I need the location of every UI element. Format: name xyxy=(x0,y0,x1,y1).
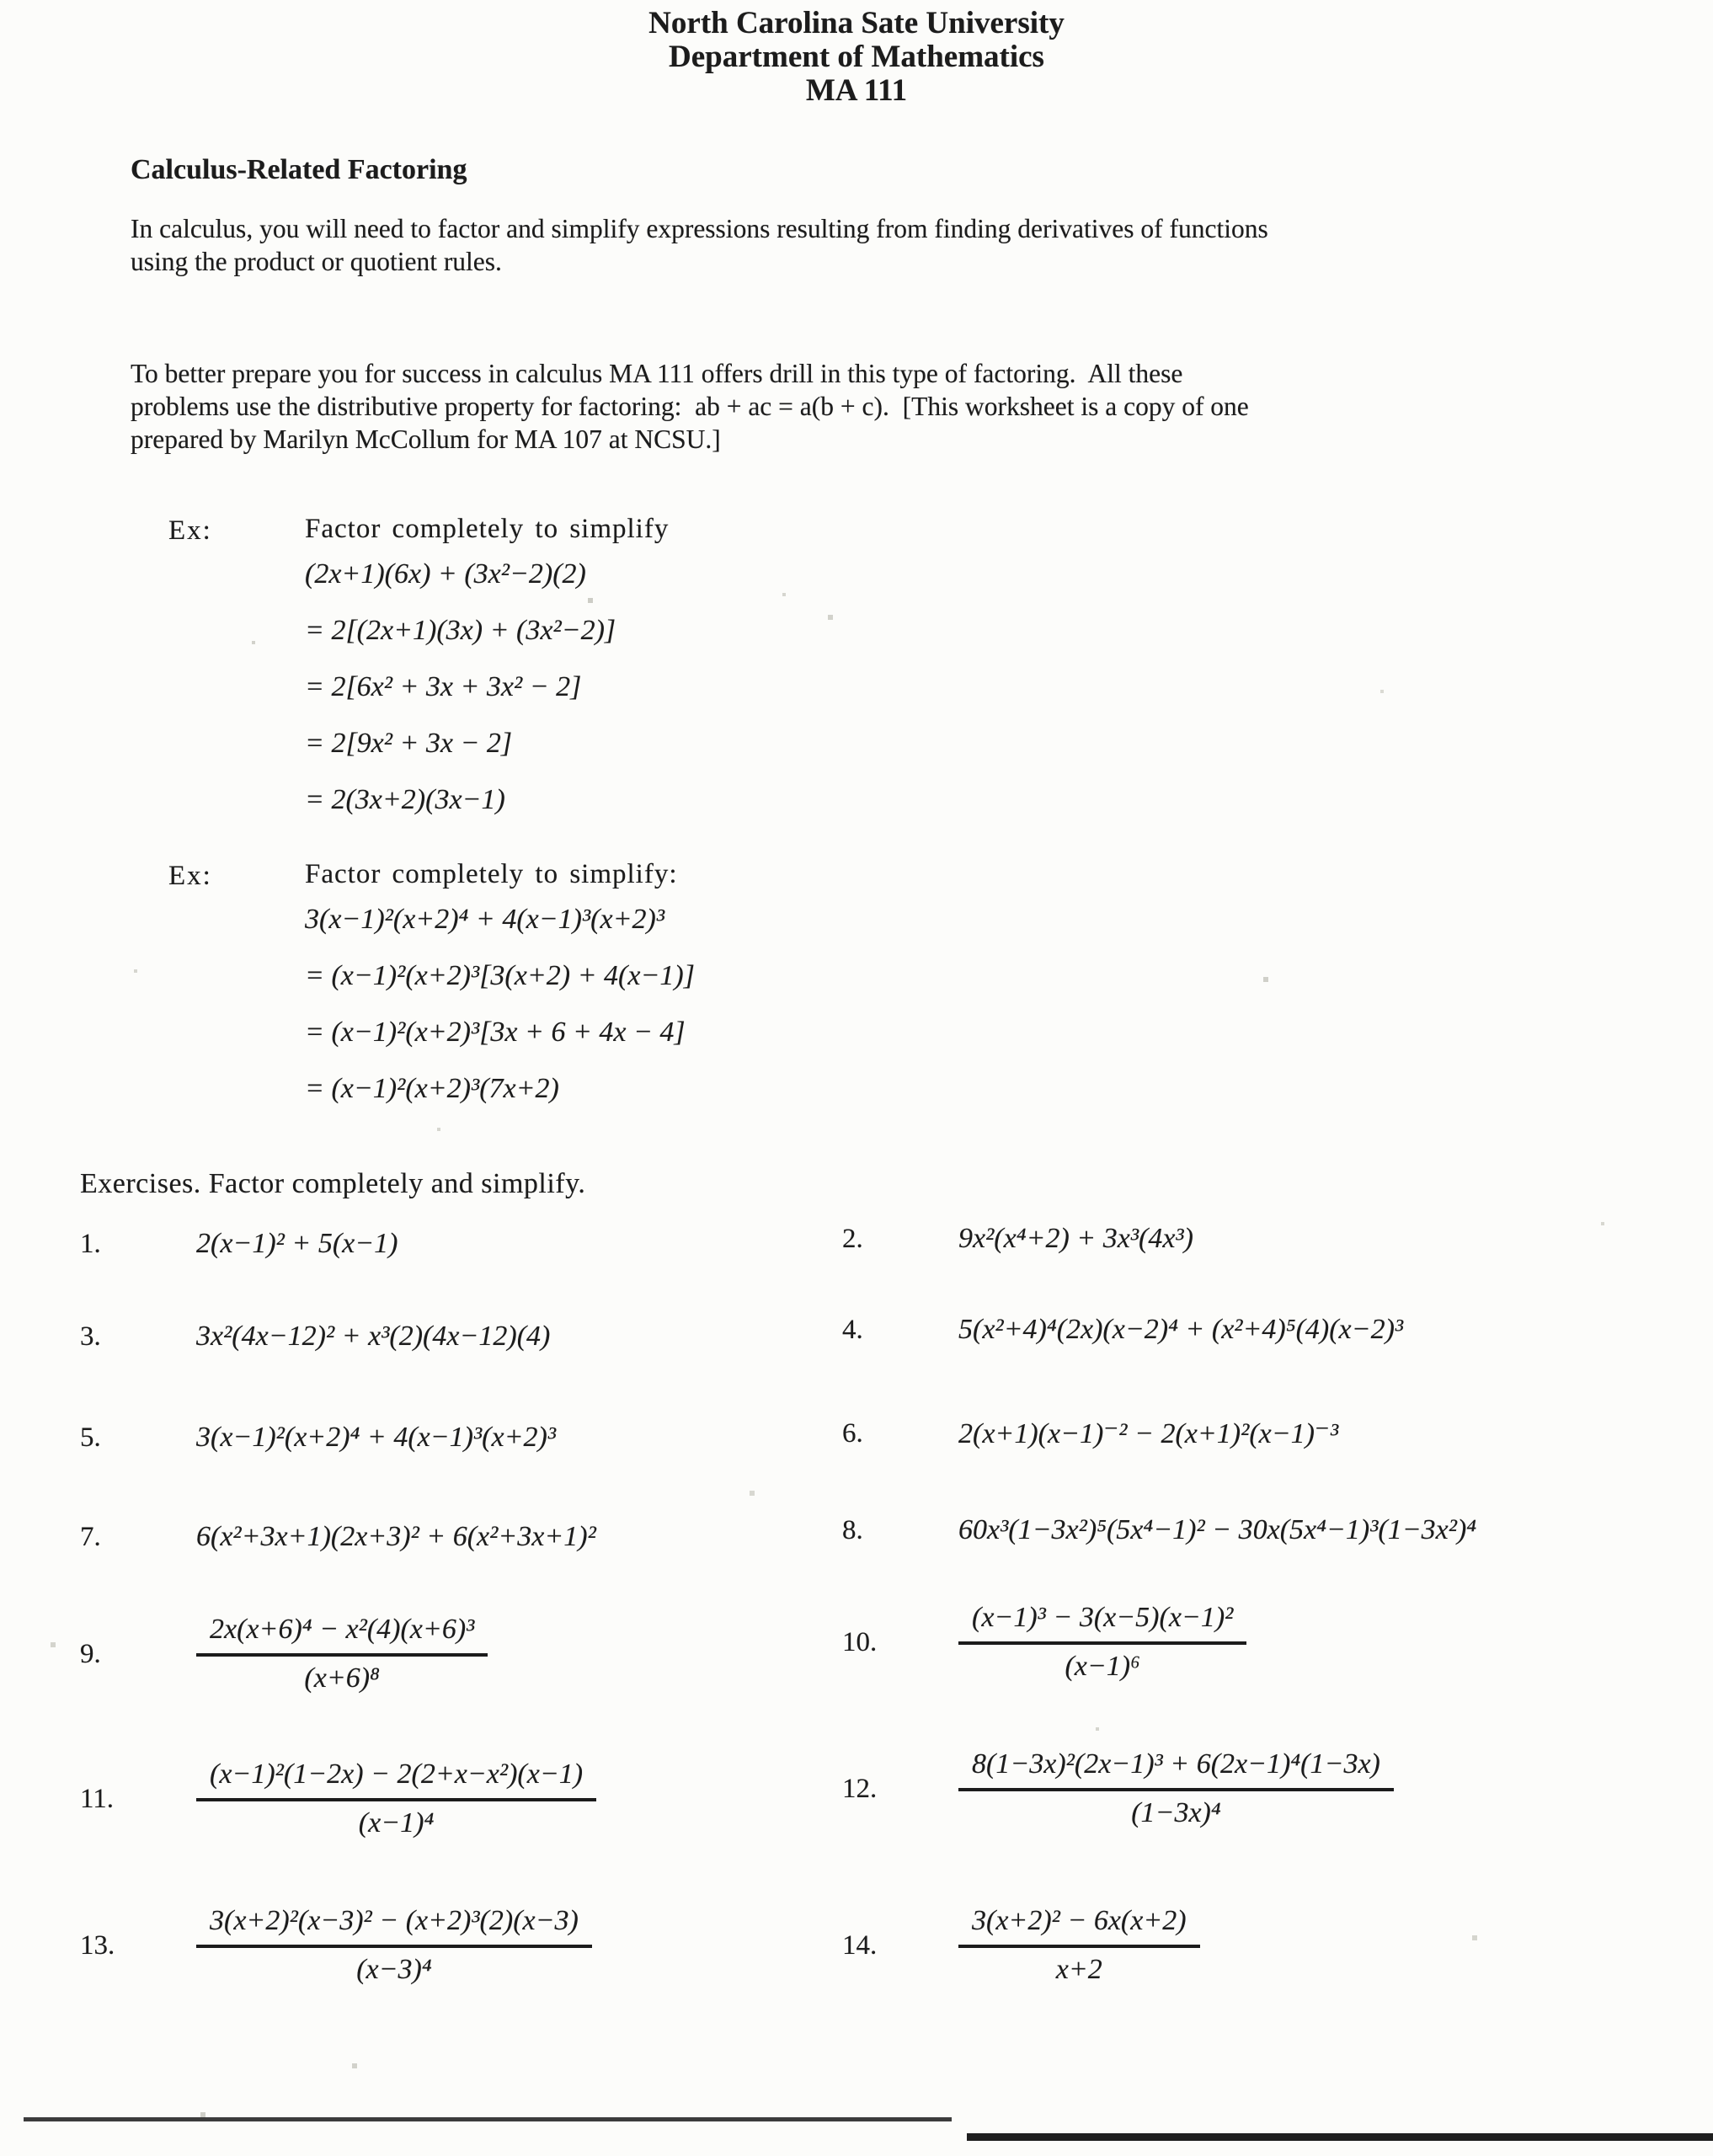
exercise-item xyxy=(842,1514,1476,1546)
example-1-prompt: Factor completely to simplify xyxy=(305,514,670,544)
example-1-label: Ex: xyxy=(168,515,212,546)
exercise-expression: 2(x+1)(x−1)⁻² − 2(x+1)²(x−1)⁻³ xyxy=(958,1418,1339,1449)
exercise-expression: 6(x²+3x+1)(2x+3)² + 6(x²+3x+1)² xyxy=(196,1521,596,1552)
exercise-expression: 60x³(1−3x²)⁵(5x⁴−1)² − 30x(5x⁴−1)³(1−3x²)⁴ xyxy=(958,1514,1477,1545)
fraction-numerator: 3(x+2)² − 6x(x+2) xyxy=(958,1905,1200,1948)
exercise-number: 11. xyxy=(80,1783,115,1814)
exercise-fraction xyxy=(196,1758,596,1839)
example-math-line: = (x−1)²(x+2)³[3x + 6 + 4x − 4] xyxy=(305,1017,686,1048)
exercise-number: 4. xyxy=(842,1314,863,1345)
header-department: Department of Mathematics xyxy=(669,40,1044,74)
exercise-expression: 9x²(x⁴+2) + 3x³(4x³) xyxy=(958,1223,1193,1254)
fraction-numerator: 2x(x+6)⁴ − x²(4)(x+6)³ xyxy=(196,1614,488,1657)
exercise-number: 9. xyxy=(80,1638,101,1669)
scan-artifact-line-right xyxy=(967,2133,1713,2141)
fraction-numerator: (x−1)³ − 3(x−5)(x−1)² xyxy=(958,1602,1246,1645)
exercise-item xyxy=(80,1321,550,1353)
example-math-line: = 2[9x² + 3x − 2] xyxy=(305,728,513,759)
example-math-line: = 2(3x+2)(3x−1) xyxy=(305,784,505,815)
example-math-line: = 2[(2x+1)(3x) + (3x²−2)] xyxy=(305,615,616,646)
exercise-number: 10. xyxy=(842,1626,878,1657)
scan-noise xyxy=(0,0,2,2)
exercise-number: 12. xyxy=(842,1773,878,1804)
exercise-item xyxy=(80,1614,488,1694)
exercise-number: 13. xyxy=(80,1929,115,1961)
example-math-line: = (x−1)²(x+2)³(7x+2) xyxy=(305,1073,559,1104)
exercise-item xyxy=(842,1905,1200,1986)
exercise-expression: 5(x²+4)⁴(2x)(x−2)⁴ + (x²+4)⁵(4)(x−2)³ xyxy=(958,1314,1404,1345)
exercise-number: 2. xyxy=(842,1223,863,1254)
exercise-expression: 3(x−1)²(x+2)⁴ + 4(x−1)³(x+2)³ xyxy=(196,1422,557,1453)
exercise-item xyxy=(80,1422,556,1454)
paragraph-line: problems use the distributive property for factoring: ab + ac = a(b + c). [This worksheet is a copy of one xyxy=(131,392,1249,421)
exercise-number: 7. xyxy=(80,1521,101,1552)
document-header xyxy=(0,7,1713,108)
exercise-fraction xyxy=(958,1905,1200,1986)
exercise-item xyxy=(842,1748,1394,1829)
exercise-item xyxy=(80,1228,398,1260)
fraction-denominator: (x−1)⁴ xyxy=(358,1807,435,1838)
example-2-label: Ex: xyxy=(168,861,212,891)
intro-paragraph-1 xyxy=(131,212,1268,278)
exercise-item xyxy=(80,1521,596,1553)
exercise-number: 8. xyxy=(842,1514,863,1545)
exercise-number: 6. xyxy=(842,1417,863,1449)
scan-artifact-line-left xyxy=(24,2117,952,2121)
exercise-fraction xyxy=(196,1614,488,1694)
exercise-number: 3. xyxy=(80,1321,101,1352)
exercise-number: 5. xyxy=(80,1422,101,1453)
exercise-number: 1. xyxy=(80,1228,101,1259)
paragraph-line: In calculus, you will need to factor and simplify expressions resulting from finding derivatives of functions xyxy=(131,214,1268,243)
fraction-numerator: (x−1)²(1−2x) − 2(2+x−x²)(x−1) xyxy=(196,1758,596,1801)
header-university: North Carolina Sate University xyxy=(648,6,1065,40)
example-math-line: 3(x−1)²(x+2)⁴ + 4(x−1)³(x+2)³ xyxy=(305,904,665,935)
fraction-denominator: (x−3)⁴ xyxy=(356,1954,432,1985)
exercise-item xyxy=(80,1905,592,1986)
exercise-item xyxy=(842,1223,1193,1255)
fraction-denominator: (1−3x)⁴ xyxy=(1131,1797,1221,1828)
example-math-line: = 2[6x² + 3x + 3x² − 2] xyxy=(305,671,582,702)
exercise-fraction xyxy=(958,1748,1394,1829)
exercises-heading: Exercises. Factor completely and simplify. xyxy=(80,1168,586,1199)
fraction-numerator: 8(1−3x)²(2x−1)³ + 6(2x−1)⁴(1−3x) xyxy=(958,1748,1394,1791)
example-math-line: = (x−1)²(x+2)³[3(x+2) + 4(x−1)] xyxy=(305,960,695,991)
exercise-expression: 2(x−1)² + 5(x−1) xyxy=(196,1228,398,1259)
intro-paragraph-2 xyxy=(131,357,1249,456)
fraction-denominator: (x+6)⁸ xyxy=(304,1662,380,1694)
fraction-denominator: (x−1)⁶ xyxy=(1065,1651,1140,1682)
section-title: Calculus-Related Factoring xyxy=(131,154,467,185)
exercise-fraction xyxy=(196,1905,592,1986)
exercise-item xyxy=(842,1417,1338,1450)
example-math-line: (2x+1)(6x) + (3x²−2)(2) xyxy=(305,558,586,590)
paragraph-line: To better prepare you for success in calculus MA 111 offers drill in this type of factoring. All these xyxy=(131,359,1183,388)
exercise-expression: 3x²(4x−12)² + x³(2)(4x−12)(4) xyxy=(196,1321,551,1352)
paragraph-line: using the product or quotient rules. xyxy=(131,247,502,276)
example-2-math xyxy=(305,891,695,1117)
fraction-numerator: 3(x+2)²(x−3)² − (x+2)³(2)(x−3) xyxy=(196,1905,592,1948)
header-course: MA 111 xyxy=(805,73,908,108)
exercise-item xyxy=(842,1314,1403,1346)
example-2-prompt: Factor completely to simplify: xyxy=(305,859,678,889)
exercise-item xyxy=(80,1758,596,1839)
fraction-denominator: x+2 xyxy=(1055,1954,1102,1985)
exercise-fraction xyxy=(958,1602,1246,1683)
exercise-item xyxy=(842,1602,1246,1683)
exercise-number: 14. xyxy=(842,1929,878,1961)
example-1-math xyxy=(305,546,616,828)
paragraph-line: prepared by Marilyn McCollum for MA 107 at NCSU.] xyxy=(131,424,721,454)
